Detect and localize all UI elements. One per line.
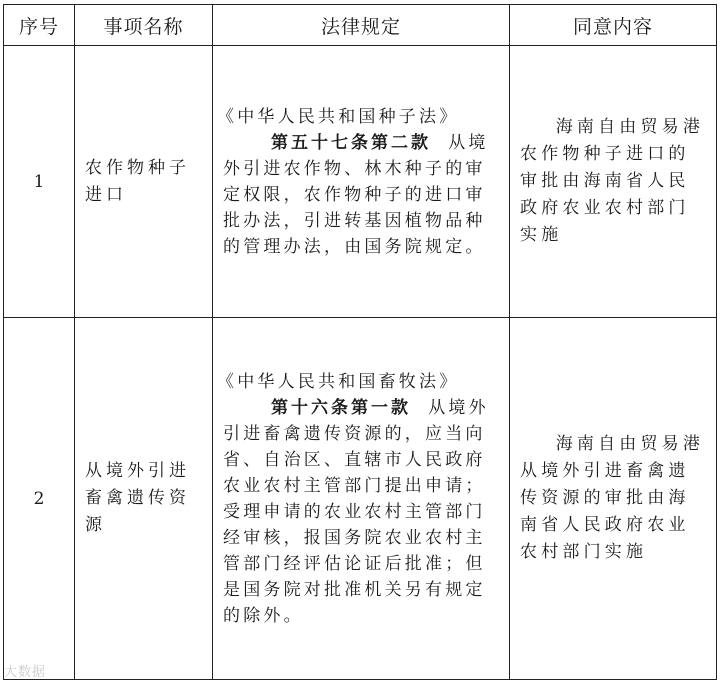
header-agree: 同意内容 [510, 5, 717, 46]
row-law-cell [213, 318, 510, 680]
header-seq: 序号 [4, 5, 75, 46]
table-row [4, 46, 717, 318]
law-article: 第五十七条第二款 [271, 132, 431, 153]
row-law [213, 369, 509, 629]
law-book-title: 《中华人民共和国种子法》 [217, 106, 460, 127]
watermark: 大数据 [4, 665, 47, 680]
regulation-table [3, 4, 717, 680]
row-agree: 海南自由贸易港农作物种子进口的审批由海南省人民政府农业农村部门实施 [520, 117, 705, 245]
law-text: 从境外引进畜禽遗传资源的，应当向省、自治区、直辖市人民政府农业农村主管部门提出申请；受理申请的农业农村主管部门经审核，报国务院农业农村主管部门经评估论证后批准；但是国务院对批准机关另有规定的除外。 [223, 397, 489, 626]
header-law: 法律规定 [213, 5, 510, 46]
row-law [213, 104, 509, 260]
row-seq: 1 [4, 46, 75, 318]
row-item-name: 农作物种子进口 [85, 157, 190, 205]
header-item-name: 事项名称 [75, 5, 213, 46]
table-header-row [4, 5, 717, 46]
table-row [4, 318, 717, 680]
row-seq: 2 [4, 318, 75, 680]
law-book-title: 《中华人民共和国畜牧法》 [217, 371, 460, 392]
law-article: 第十六条第一款 [271, 397, 411, 418]
row-agree-cell [510, 318, 717, 680]
row-item-name: 从境外引进畜禽遗传资源 [85, 461, 190, 535]
row-item-cell [75, 46, 213, 318]
row-item-cell [75, 318, 213, 680]
law-text: 从境外引进农作物、林木种子的审定权限，农作物种子的进口审批办法，引进转基因植物品种的管理办法，由国务院规定。 [223, 132, 489, 257]
row-agree: 海南自由贸易港从境外引进畜禽遗传资源的审批由海南省人民政府农业农村部门实施 [520, 434, 705, 562]
row-agree-cell [510, 46, 717, 318]
row-law-cell [213, 46, 510, 318]
